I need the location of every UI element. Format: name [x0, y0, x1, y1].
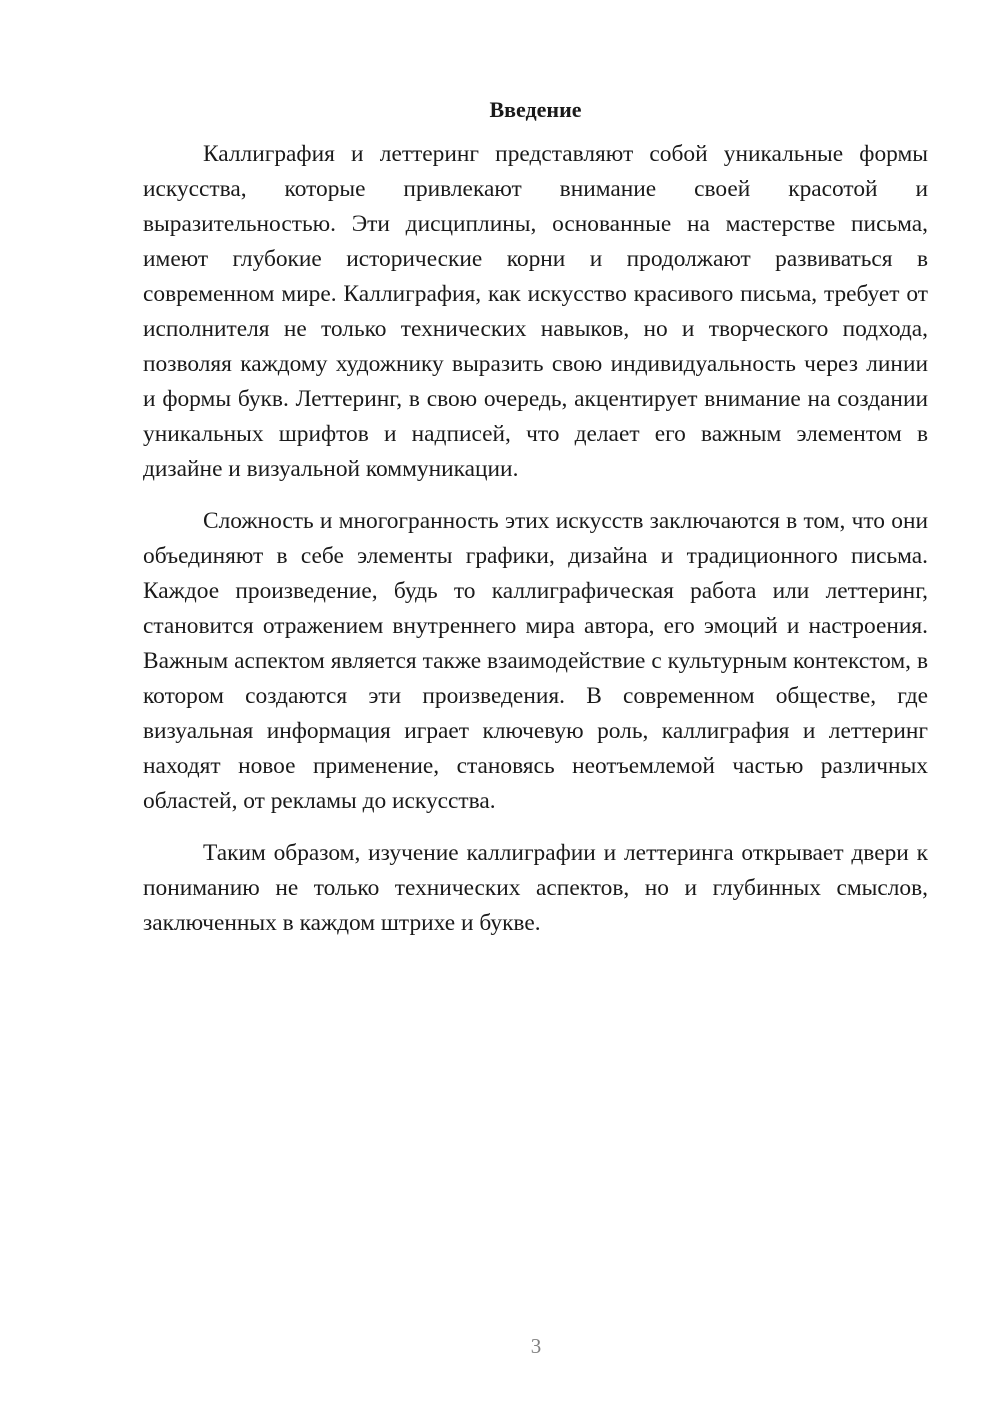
section-heading: Введение: [489, 97, 582, 122]
page-number: 3: [530, 1334, 542, 1358]
paragraph-3: Таким образом, изучение каллиграфии и леттеринга открывает двери к пониманию не только технических аспектов, но и глубинных смыслов, заключенных в каждом штрихе и букве.: [143, 840, 928, 936]
paragraph-2: Сложность и многогранность этих искусств заключаются в том, что они объединяют в себе элементы графики, дизайна и традиционного письма. Каждое произведение, будь то каллиграфическая работа или леттеринг, становится отражением внутреннего мира автора, его эмоций и настроения. Важным аспектом является также взаимодействие с культурным контекстом, в котором создаются эти произведения. В современном обществе, где визуальная информация играет ключевую роль, каллиграфия и леттеринг находят новое применение, становясь неотъемлемой частью различных областей, от рекламы до искусства.: [143, 508, 928, 814]
paragraph-1: Каллиграфия и леттеринг представляют собой уникальные формы искусства, которые привлекают внимание своей красотой и выразительностью. Эти дисциплины, основанные на мастерстве письма, имеют глубокие исторические корни и продолжают развиваться в современном мире. Каллиграфия, как искусство красивого письма, требует от исполнителя не только технических навыков, но и творческого подхода, позволяя каждому художнику выразить свою индивидуальность через линии и формы букв. Леттеринг, в свою очередь, акцентирует внимание на создании уникальных шрифтов и надписей, что делает его важным элементом в дизайне и визуальной коммуникации.: [143, 141, 928, 482]
page-content: [143, 95, 928, 958]
